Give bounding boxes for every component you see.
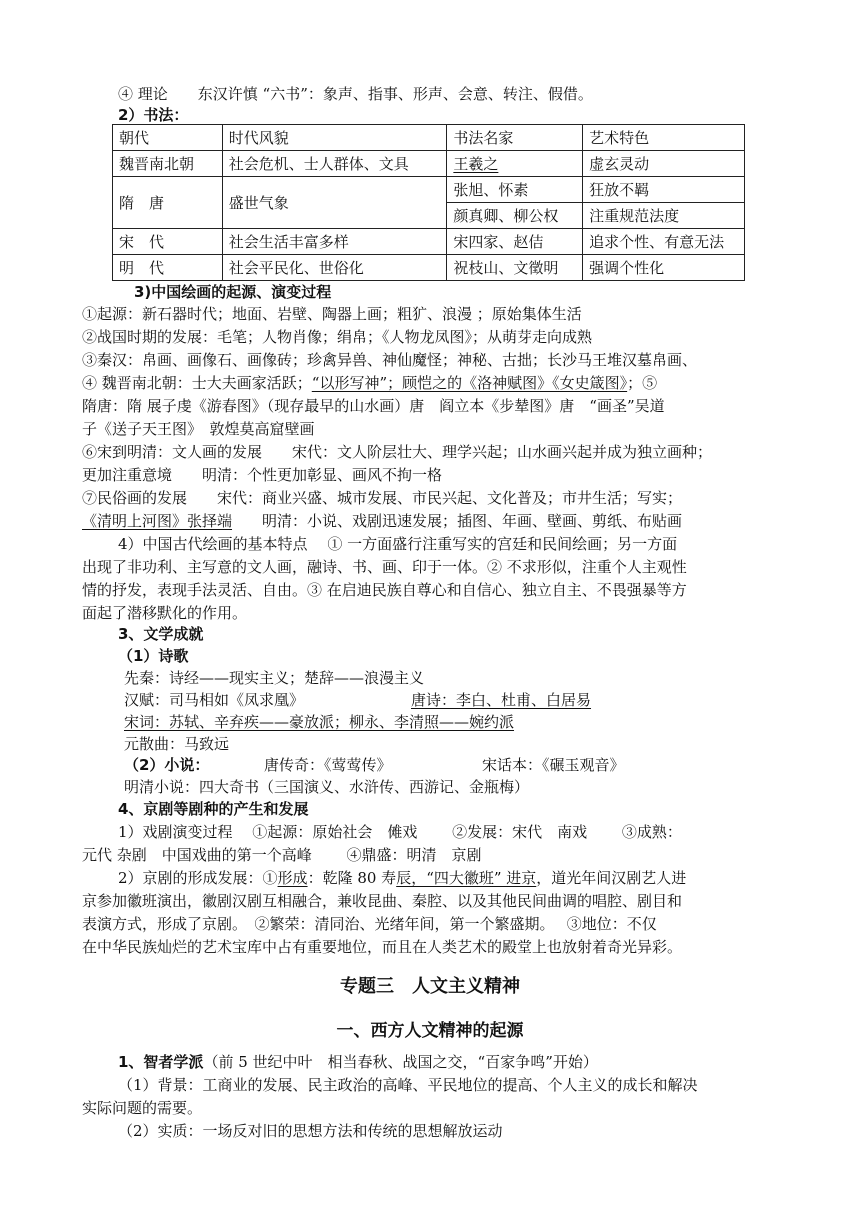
paragraph-line: 元代 杂剧 中国戏曲的第一个高峰 ④鼎盛：明清 京剧 — [82, 846, 482, 864]
text-span: 宋话本：《碾玉观音》 — [482, 756, 625, 774]
paragraph-line — [124, 690, 774, 710]
table-cell: 注重规范法度 — [583, 203, 745, 229]
underlined-text: 宋词：苏轼、辛弃疾——豪放派；柳永、李清照——婉约派 — [124, 713, 515, 731]
paragraph-line: 明清小说：四大奇书（三国演义、水浒传、西游记、金瓶梅） — [124, 778, 530, 796]
paragraph-line: 实际问题的需要。 — [82, 1099, 203, 1117]
paragraph-line: 先秦：诗经——现实主义；楚辞——浪漫主义 — [124, 669, 425, 687]
poetry-heading: （1）诗歌 — [118, 647, 189, 665]
table-cell: 社会生活丰富多样 — [222, 229, 447, 255]
table-row — [113, 151, 745, 177]
text-span: 唐传奇：《莺莺传》 — [264, 756, 392, 774]
paragraph-line: 情的抒发，表现手法灵活、自由。③ 在启迪民族自尊心和自信心、独立自主、不畏强暴等方 — [82, 581, 687, 599]
table-cell: 颜真卿、柳公权 — [447, 203, 583, 229]
text-span: ；⑤ — [627, 374, 658, 392]
underlined-text: 辰，“四大徽班” 进京 — [396, 869, 537, 887]
paragraph-line: 京参加徽班演出，徽剧汉剧互相融合，兼收昆曲、秦腔、以及其他民间曲调的唱腔、剧目和 — [82, 892, 683, 910]
table-row — [113, 177, 745, 203]
table-cell: 祝枝山、文徵明 — [447, 255, 583, 281]
calligraphy-table — [112, 124, 745, 281]
paragraph-line: 表演方式，形成了京剧。 ②繁荣：清同治、光绪年间，第一个繁盛期。 ③地位：不仅 — [82, 915, 657, 933]
underlined-text: “以形写神”；顾恺之的《洛神赋图》《女史箴图》 — [311, 374, 628, 392]
table-cell: 虚玄灵动 — [583, 151, 745, 177]
theory-line: ④ 理论 东汉许慎 “六书”：象声、指事、形声、会意、转注、假借。 — [118, 85, 593, 103]
table-cell: 社会危机、士人群体、文具 — [222, 151, 447, 177]
paragraph-line: ①起源：新石器时代；地面、岩壁、陶器上画；粗犷、浪漫 ；原始集体生活 — [82, 305, 582, 323]
table-cell: 狂放不羁 — [583, 177, 745, 203]
table-header-cell: 时代风貌 — [222, 125, 447, 151]
fiction-heading: （2）小说： — [124, 756, 210, 774]
paragraph-line — [124, 755, 774, 775]
paragraph-line — [118, 1052, 774, 1072]
table-row — [113, 229, 745, 255]
paragraph-line: 面起了潜移默化的作用。 — [82, 604, 248, 622]
topic-title: 专题三 人文主义精神 — [340, 976, 520, 997]
underlined-text: 唐诗：李白、杜甫、白居易 — [411, 691, 592, 709]
text-span: 明清：小说、戏剧迅速发展；插图、年画、壁画、剪纸、布贴画 — [232, 512, 683, 530]
section-title: 一、西方人文精神的起源 — [336, 1021, 524, 1041]
paragraph-line — [82, 511, 774, 531]
paragraph-line — [118, 868, 774, 888]
paragraph-line: ⑥宋到明清：文人画的发展 宋代：文人阶层壮大、理学兴起；山水画兴起并成为独立画种； — [82, 443, 713, 461]
paragraph-line: ③秦汉：帛画、画像石、画像砖；珍禽异兽、神仙魔怪；神秘、古拙；长沙马王堆汉墓帛画、 — [82, 351, 698, 369]
text-span: （前 5 世纪中叶 相当春秋、战国之交，“百家争鸣”开始） — [203, 1053, 598, 1071]
table-header-cell: 书法名家 — [447, 125, 583, 151]
text-span: ：乾隆 80 寿 — [307, 869, 397, 887]
table-cell: 魏晋南北朝 — [113, 151, 223, 177]
paragraph-line: 隋唐：隋 展子虔《游春图》（现存最早的山水画）唐 阎立本《步辇图》唐 “画圣”吴道 — [82, 397, 665, 415]
painting-heading: 3)中国绘画的起源、演变过程 — [134, 283, 332, 301]
table-cell: 社会平民化、世俗化 — [222, 255, 447, 281]
table-header-row — [113, 125, 745, 151]
paragraph-line: 子《送子天王图》 敦煌莫高窟壁画 — [82, 420, 315, 438]
paragraph-line — [82, 373, 774, 393]
text-span: ，道光年间汉剧艺人进 — [536, 869, 687, 887]
text-span: 汉赋：司马相如《凤求凰》 — [124, 691, 305, 709]
table-cell: 强调个性化 — [583, 255, 745, 281]
text-span: ④ 魏晋南北朝：士大夫画家活跃； — [82, 374, 312, 392]
literature-heading: 3、文学成就 — [118, 625, 204, 643]
calligraphy-heading: 2）书法： — [118, 106, 189, 124]
paragraph-line: （2）实质：一场反对旧的思想方法和传统的思想解放运动 — [118, 1122, 503, 1140]
paragraph-line: 在中华民族灿烂的艺术宝库中占有重要地位，而且在人类艺术的殿堂上也放射着奇光异彩。 — [82, 938, 683, 956]
paragraph-line: ⑦民俗画的发展 宋代：商业兴盛、城市发展、市民兴起、文化普及；市井生活；写实； — [82, 489, 683, 507]
paragraph-line: 出现了非功利、主写意的文人画，融诗、书、画、印于一体。② 不求形似，注重个人主观性 — [82, 558, 687, 576]
table-cell: 张旭、怀素 — [447, 177, 583, 203]
paragraph-line: 元散曲：马致远 — [124, 735, 230, 753]
table-header-cell: 朝代 — [113, 125, 223, 151]
paragraph-line: 4）中国古代绘画的基本特点 ① 一方面盛行注重写实的宫廷和民间绘画；另一方面 — [118, 535, 678, 553]
underlined-text: 《清明上河图》张择端 — [82, 512, 233, 530]
sophists-heading: 1、智者学派 — [118, 1053, 204, 1071]
table-cell: 隋 唐 — [113, 177, 223, 229]
paragraph-line — [124, 712, 774, 732]
paragraph-line: 1）戏剧演变过程 ①起源：原始社会 傩戏 ②发展：宋代 南戏 ③成熟： — [118, 823, 682, 841]
table-cell: 明 代 — [113, 255, 223, 281]
table-row — [113, 255, 745, 281]
table-cell: 盛世气象 — [222, 177, 447, 229]
opera-heading: 4、京剧等剧种的产生和发展 — [118, 800, 309, 818]
paragraph-line: 更加注重意境 明清：个性更加彰显、画风不拘一格 — [82, 466, 443, 484]
text-span: 2）京剧的形成发展：① — [118, 869, 278, 887]
table-cell: 追求个性、有意无法 — [583, 229, 745, 255]
table-cell: 宋 代 — [113, 229, 223, 255]
table-cell: 王羲之 — [447, 151, 583, 177]
paragraph-line: ②战国时期的发展：毛笔；人物肖像；绢帛；《人物龙凤图》；从萌芽走向成熟 — [82, 328, 593, 346]
paragraph-line: （1）背景：工商业的发展、民主政治的高峰、平民地位的提高、个人主义的成长和解决 — [118, 1076, 698, 1094]
table-header-cell: 艺术特色 — [583, 125, 745, 151]
table-cell: 宋四家、赵佶 — [447, 229, 583, 255]
underlined-text: 形成 — [277, 869, 308, 887]
